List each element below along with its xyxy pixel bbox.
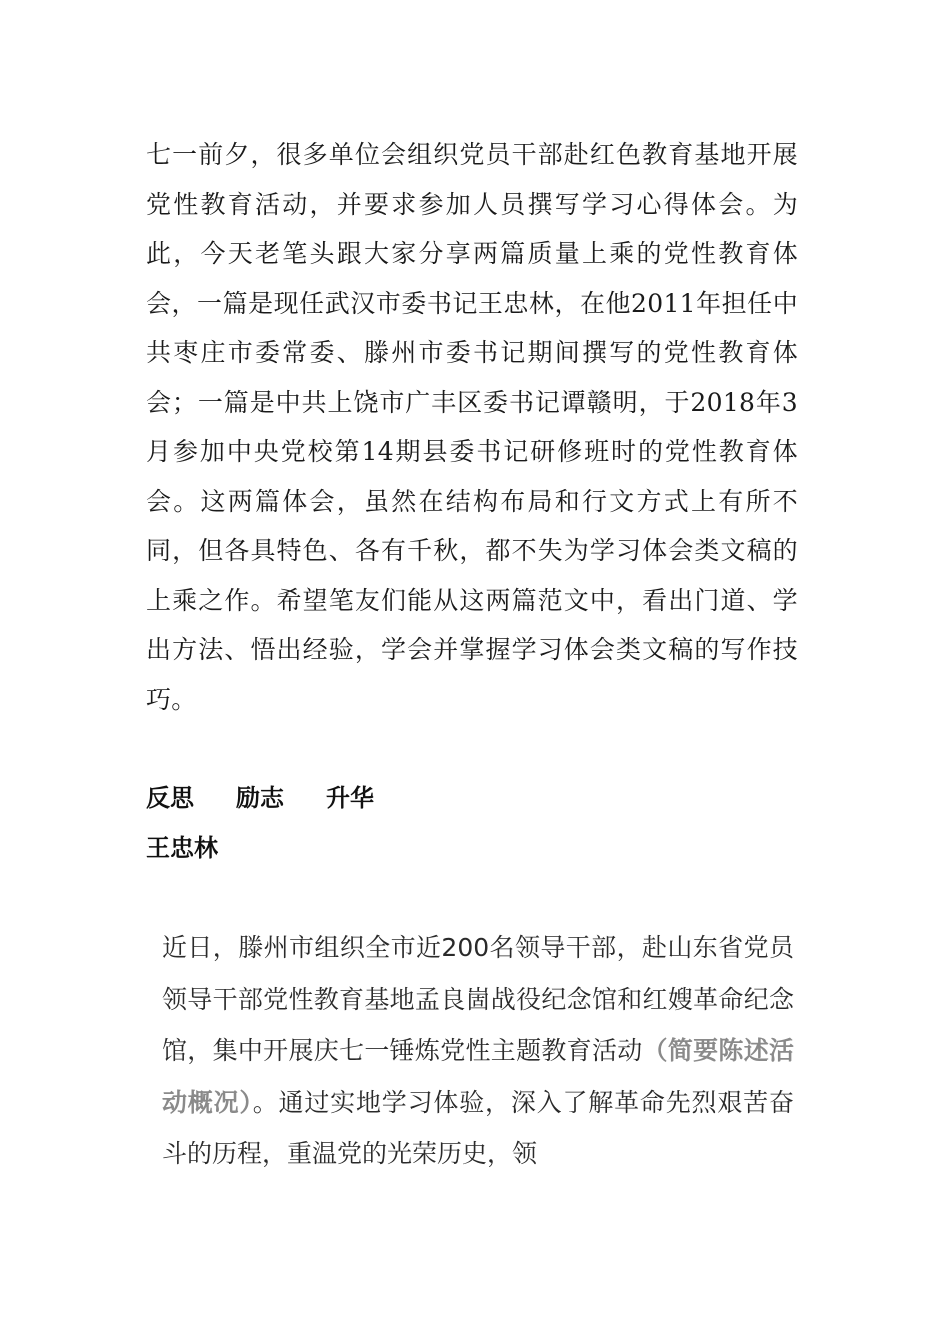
title-part-reflect: 反思 [146,784,194,812]
body-text-continued: 。通过实地学习体验，深入了解革命先烈艰苦奋斗的历程，重温党的光荣历史，领 [162,1087,794,1168]
editor-note: （简要陈述活动概况） [162,1036,794,1117]
intro-paragraph: 七一前夕，很多单位会组织党员干部赴红色教育基地开展党性教育活动，并要求参加人员撰写学习心得体会。为此，今天老笔头跟大家分享两篇质量上乘的党性教育体会，一篇是现任武汉市委书记王忠林，在他2011年担任中共枣庄市委常委、滕州市委书记期间撰写的党性教育体会；一篇是中共上饶市广丰区委书记谭赣明，于2018年3月参加中央党校第14期县委书记研修班时的党性教育体会。这两篇体会，虽然在结构布局和行文方式上有所不同，但各具特色、各有千秋，都不失为学习体会类文稿的上乘之作。希望笔友们能从这两篇范文中，看出门道、学出方法、悟出经验，学会并掌握学习体会类文稿的写作技巧。 [146,140,798,714]
article-body [162,922,794,1180]
title-part-inspire: 励志 [236,784,284,812]
body-text-start: 近日，滕州市组织全市近200名领导干部，赴山东省党员领导干部党性教育基地孟良崮战役纪念馆和红嫂革命纪念馆，集中开展庆七一锤炼党性主题教育活动 [162,933,794,1065]
title-part-sublimate: 升华 [326,784,374,812]
article-author: 王忠林 [146,834,218,862]
article-title [146,780,374,816]
